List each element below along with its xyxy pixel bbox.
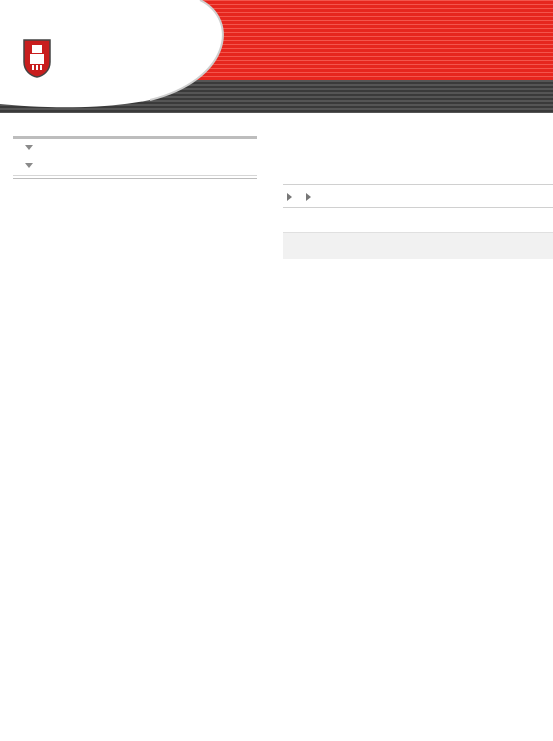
sub-navigation — [283, 184, 553, 208]
chevron-down-icon — [25, 163, 33, 168]
section-title-box — [283, 232, 553, 259]
article-body — [283, 277, 553, 371]
chevron-right-icon — [287, 193, 292, 201]
nav-item-bildung[interactable] — [13, 139, 257, 157]
site-header — [0, 0, 553, 113]
chevron-down-icon — [25, 145, 33, 150]
bildung-section — [13, 139, 257, 176]
sidebar-navigation — [13, 136, 257, 179]
chevron-right-icon — [306, 193, 311, 201]
nav-bottom-divider — [13, 178, 257, 179]
nav-item-schule[interactable] — [13, 157, 257, 175]
main-content — [283, 132, 553, 136]
header-banner — [0, 0, 553, 113]
coat-of-arms-icon — [22, 38, 52, 78]
